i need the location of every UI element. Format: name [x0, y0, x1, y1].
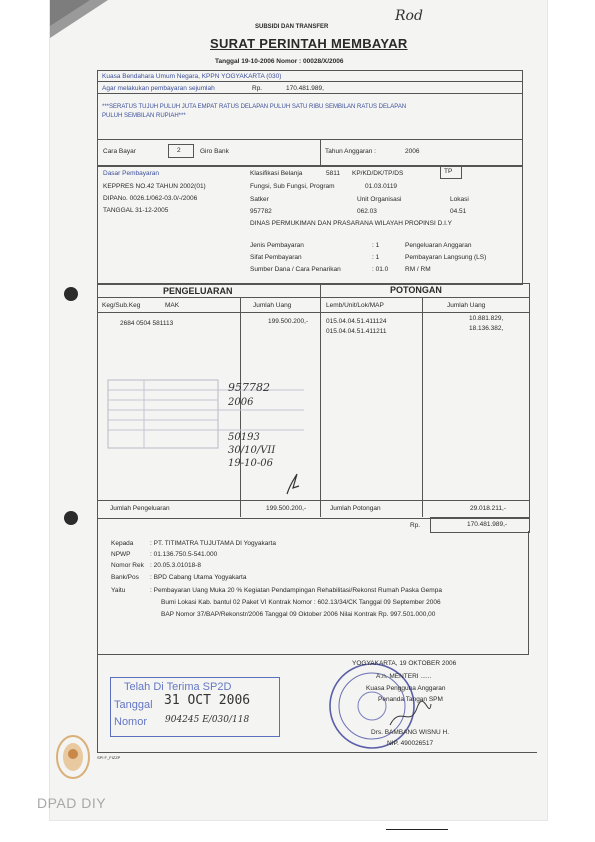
- sifat-label: Sifat Pembayaran: [250, 254, 302, 261]
- total-pengeluaran-label: Jumlah Pengeluaran: [110, 505, 170, 512]
- unit-label: Unit Organisasi: [357, 196, 402, 203]
- received-line-3: Nomor: [114, 716, 148, 728]
- signature-scribble: [385, 700, 435, 730]
- kepada-label: Kepada: [111, 540, 134, 547]
- jenis-code: : 1: [372, 242, 380, 249]
- bottom-rule: [386, 829, 448, 830]
- total-potongan-label: Jumlah Potongan: [330, 505, 381, 512]
- register-stamp: [104, 378, 309, 450]
- terbilang-line-2: PULUH SEMBILAN RUPIAH***: [102, 113, 186, 119]
- punch-hole-bottom: [64, 511, 78, 525]
- received-number: 904245 E/030/118: [165, 715, 250, 725]
- kp-codes: KP/KD/DK/TP/DS: [352, 170, 404, 177]
- kepada-value: : PT. TITIMATRA TUJUTAMA DI Yogyakarta: [150, 540, 276, 547]
- doc-title: SURAT PERINTAH MEMBAYAR: [210, 36, 408, 51]
- yaitu-line-2: Bumi Lokasi Kab. bantul 02 Paket VI Kontrak Nomor : 602.13/34/CK Tanggal 09 September 2006: [161, 599, 441, 606]
- received-date: 31 OCT 2006: [164, 693, 251, 708]
- npwp-value: : 01.136.750.5-541.000: [150, 551, 218, 558]
- dasar-line-1: KEPPRES NO.42 TAHUN 2002(01): [103, 183, 206, 190]
- dasar-line-3: TANGGAL 31-12-2005: [103, 207, 169, 214]
- cara-bayar-label: Cara Bayar: [103, 148, 136, 155]
- sumber-value: RM / RM: [405, 266, 431, 273]
- potongan-1-code: 015.04.04.51.411124: [326, 318, 387, 325]
- col-lemb: Lemb/Unit/Lok/MAP: [326, 302, 384, 309]
- hand-note-3: 19-10-06: [228, 458, 273, 469]
- stamp-year: 2006: [228, 397, 254, 408]
- agar-amount: 170.481.989,: [286, 85, 324, 92]
- potongan-title: POTONGAN: [390, 285, 442, 295]
- potongan-2-code: 015.04.04.51.411211: [326, 328, 387, 335]
- sign-an: A.n. MENTERI ......: [376, 673, 432, 680]
- bank-label: Bank/Pos: [111, 574, 139, 581]
- row-jumlah: 199.500.200,-: [268, 318, 309, 325]
- yaitu-line-3: BAP Nomor 37/BAP/Rekonstr/2006 Tanggal 09 Oktober 2006 Nilai Kontrak Rp. 997.501.000,00: [161, 611, 436, 618]
- sifat-value: Pembayaran Langsung (LS): [405, 254, 487, 261]
- lokasi-value: 04.51: [450, 208, 467, 215]
- received-line-1: Telah Di Terima SP2D: [124, 681, 232, 693]
- punch-hole-top: [64, 287, 78, 301]
- tahun-label: Tahun Anggaran :: [325, 148, 376, 155]
- hand-scribble: [283, 472, 303, 496]
- lokasi-label: Lokasi: [450, 196, 469, 203]
- npwp-label: NPWP: [111, 551, 131, 558]
- hand-note-2: 30/10/VII: [228, 445, 276, 456]
- doc-subtitle: SUBSIDI DAN TRANSFER: [255, 24, 329, 30]
- dasar-line-2: DIPANo. 0026.1/062-03.0/-/2006: [103, 195, 198, 202]
- folded-corner: [50, 0, 110, 40]
- rek-label: Nomor Rek: [111, 562, 144, 569]
- rek-value: : 20.05.3.01018-8: [150, 562, 201, 569]
- bank-value: : BPD Cabang Utama Yogyakarta: [150, 574, 247, 581]
- fungsi-label: Fungsi, Sub Fungsi, Program: [250, 183, 335, 190]
- row-keg-mak: 2684 0504 581113: [120, 320, 174, 327]
- sign-penanda: Penanda Tangan SPM: [378, 696, 443, 703]
- signer-name: Drs. BAMBANG WISNU H.: [371, 729, 450, 736]
- received-line-2: Tanggal: [114, 699, 153, 711]
- watermark-text: DPAD DIY: [37, 795, 107, 811]
- hand-note-1: 50193: [228, 432, 260, 443]
- sumber-label: Sumber Dana / Cara Penarikan: [250, 266, 341, 273]
- agar-rp: Rp.: [252, 85, 263, 92]
- sifat-code: : 1: [372, 254, 380, 261]
- cara-bayar-value: 2: [177, 147, 181, 154]
- doc-date-number: Tanggal 19-10-2006 Nomor : 00028/X/2006: [215, 58, 344, 65]
- klasifikasi-code: 5811: [326, 170, 340, 177]
- cara-bayar-text: Giro Bank: [200, 148, 229, 155]
- dpad-logo-icon: [55, 734, 91, 780]
- signer-nip: NIP. 490026517: [387, 740, 434, 747]
- fungsi-value: 01.03.0119: [365, 183, 398, 190]
- yaitu-label: Yaitu: [111, 587, 126, 594]
- dasar-label: Dasar Pembayaran: [103, 170, 159, 177]
- jenis-value: Pengeluaran Anggaran: [405, 242, 472, 249]
- handwritten-initial: Rod: [395, 8, 423, 24]
- rp-label: Rp.: [410, 522, 421, 529]
- agar-label: Agar melakukan pembayaran sejumlah: [102, 85, 215, 92]
- sign-place-date: YOGYAKARTA, 19 OKTOBER 2006: [352, 660, 457, 667]
- klasifikasi-label: Klasifikasi Belanja: [250, 170, 303, 177]
- col-jumlah-potongan: Jumlah Uang: [447, 302, 486, 309]
- tahun-value: 2006: [405, 148, 420, 155]
- terbilang-line-1: ***SERATUS TUJUH PULUH JUTA EMPAT RATUS DELAPAN PULUH SATU RIBU SEMBILAN RATUS DELAPAN: [102, 104, 407, 110]
- kuasa-text: Kuasa Bendahara Umum Negara, KPPN YOGYAKARTA (030): [102, 73, 282, 80]
- stamp-number: 957782: [228, 381, 270, 394]
- satker-value: 957782: [250, 208, 272, 215]
- col-mak: MAK: [165, 302, 180, 309]
- net-total: 170.481.989,-: [467, 521, 508, 528]
- yaitu-line-1: : Pembayaran Uang Muka 20 % Kegiatan Pendampingan Rehabilitasi/Rekonst Rumah Paska Gempa: [150, 587, 442, 594]
- potongan-1-value: 10.881.829,: [469, 315, 504, 322]
- pengeluaran-title: PENGELUARAN: [163, 286, 233, 296]
- sign-kuasa: Kuasa Pengguna Anggaran: [366, 685, 446, 692]
- sumber-code: : 01.0: [372, 266, 389, 273]
- total-potongan: 29.018.211,-: [470, 505, 507, 512]
- col-jumlah: Jumlah Uang: [253, 302, 292, 309]
- dinas-name: DINAS PERMUKIMAN DAN PRASARANA WILAYAH PROPINSI D.I.Y: [250, 220, 453, 227]
- footer-code: SPI F_FIZZP: [97, 755, 121, 760]
- kp-value: TP: [444, 168, 453, 175]
- total-pengeluaran: 199.500.200,-: [266, 505, 307, 512]
- unit-value: 062.03: [357, 208, 377, 215]
- satker-label: Satker: [250, 196, 269, 203]
- col-keg: Keg/Sub.Keg: [102, 302, 141, 309]
- potongan-2-value: 18.136.382,: [469, 325, 504, 332]
- jenis-label: Jenis Pembayaran: [250, 242, 304, 249]
